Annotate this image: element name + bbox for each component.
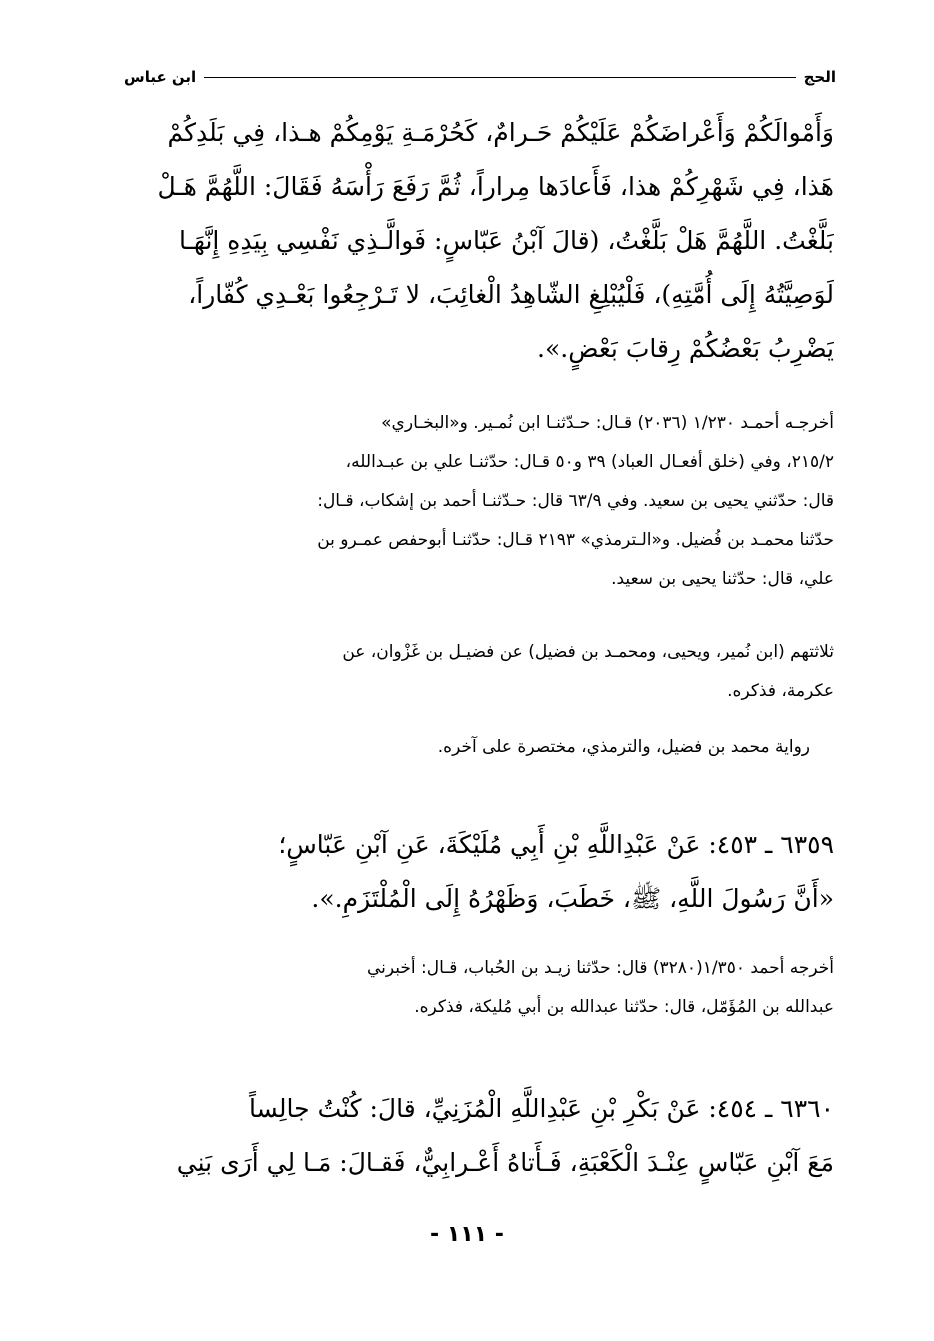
hadith-454 (122, 1082, 834, 1190)
takhrij-paragraph (122, 404, 834, 599)
text-line: مَعَ آبْنِ عَبّاسٍ عِنْـدَ الْكَعْبَةِ، فَـأَتاهُ أَعْـرابِيٌّ، فَقـالَ: مَـا لِي أَرَى بَنِي (176, 1148, 834, 1177)
takhrij-paragraph (122, 949, 834, 1027)
note-line (122, 728, 810, 767)
hadith-heading-line: ٦٣٥٩ ـ ٤٥٣: عَنْ عَبْدِاللَّهِ بْنِ أَبِي مُلَيْكَةَ، عَنِ آبْنِ عَبّاسٍ؛ (278, 830, 834, 859)
text-line: يَضْرِبُ بَعْضُكُمْ رِقابَ بَعْضٍ.». (537, 334, 834, 363)
text-line: حدّثنا محمـد بن فُضيل. و«الـترمذي» ٢١٩٣ قـال: حدّثنـا أبوحفص عمـرو بن (317, 530, 834, 550)
hadith-heading-line: ٦٣٦٠ ـ ٤٥٤: عَنْ بَكْرِ بْنِ عَبْدِاللَّهِ الْمُزَنِيِّ، قالَ: كُنْتُ جالِساً (249, 1094, 834, 1123)
text-line: أخرجـه أحمـد ١/٢٣٠ (٢٠٣٦) قـال: حـدّثنـا ابن نُمـير. و«البخـاري» (381, 413, 834, 433)
text-line: بَلَّغْتُ. اللَّهُمَّ هَلْ بَلَّغْتُ، (قالَ آبْنُ عَبّاسٍ: فَوالَّـذِي نَفْسِي بِيَدِهِ إِنَّهَـا (178, 226, 834, 255)
header-section-title: الحج (803, 68, 836, 86)
text-line: ٢١٥/٢، وفي (خلق أفعـال العباد) ٣٩ و٥٠ قـال: حدّثنـا علي بن عبـدالله، (345, 452, 834, 472)
text-line: هَذا، فِي شَهْرِكُمْ هذا، فَأَعادَها مِراراً، ثُمَّ رَفَعَ رَأْسَهُ فَقَالَ: اللَّهُمَّ هَـلْ (157, 172, 834, 201)
text-line: عبدالله بن المُؤَمّل، قال: حدّثنا عبدالله بن أبي مُليكة، فذكره. (414, 997, 834, 1017)
text-line: علي، قال: حدّثنا يحيى بن سعيد. (611, 569, 834, 589)
text-line: عكرمة، فذكره. (727, 681, 834, 701)
header-companion-name: ابن عباس (124, 68, 197, 86)
header-rule (204, 77, 795, 78)
text-line: قال: حدّثني يحيى بن سعيد. وفي ٦٣/٩ قال: حـدّثنـا أحمد بن إشكاب، قـال: (317, 491, 834, 511)
text-line: رواية محمد بن فضيل، والترمذي، مختصرة على آخره. (437, 737, 810, 757)
hadith-453 (122, 818, 834, 926)
narration-chain-paragraph (122, 633, 834, 711)
running-header (124, 60, 836, 94)
text-line: أخرجه أحمد ١/٣٥٠(٣٢٨٠) قال: حدّثنا زيـد بن الحُباب، قـال: أخبرني (367, 958, 834, 978)
page-number: - ١١١ - (430, 1222, 504, 1247)
text-line: لَوَصِيَّتُهُ إِلَى أُمَّتِهِ)، فَلْيُبْلِغِ الشّاهِدُ الْغائِبَ، لا تَـرْجِعُوا بَعْـدِي كُفّاراً، (188, 280, 834, 309)
text-line: ثلاثتهم (ابن نُمير، ويحيى، ومحمـد بن فضيل) عن فضيـل بن غَزْوان، عن (342, 642, 834, 662)
hadith-continuation-text (122, 106, 834, 376)
text-line: «أَنَّ رَسُولَ اللَّهِ، ﷺ، خَطَبَ، وَظَهْرُهُ إِلَى الْمُلْتَزَمِ.». (311, 884, 834, 913)
text-line: وَأَمْوالَكُمْ وَأَعْراضَكُمْ عَلَيْكُمْ حَـرامٌ، كَحُرْمَـةِ يَوْمِكُمْ هـذا، فِي بَلَدِكُمْ (167, 118, 834, 147)
